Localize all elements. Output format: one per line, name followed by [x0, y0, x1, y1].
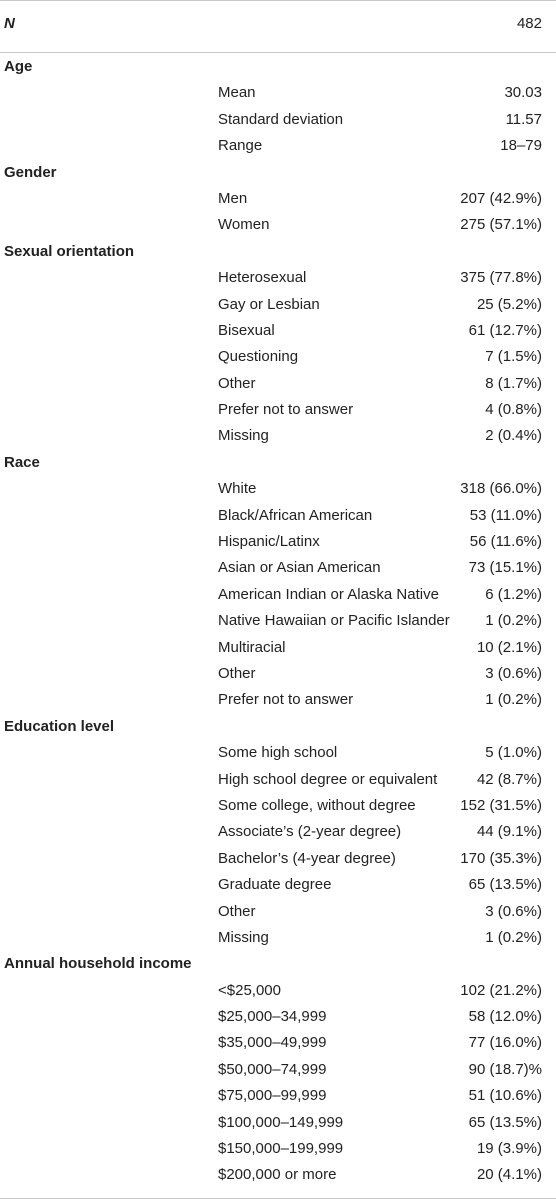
- table-row: [0, 846, 556, 872]
- row-value: 102 (21.2%): [460, 981, 542, 999]
- row-label: Questioning: [218, 348, 299, 366]
- table-row: [0, 186, 556, 212]
- row-label: High school degree or equivalent: [218, 770, 438, 788]
- table-row: [0, 1136, 556, 1162]
- table-row: [0, 265, 556, 291]
- row-label: $25,000–34,999: [218, 1008, 327, 1026]
- row-value: 19 (3.9%): [476, 1140, 542, 1158]
- row-value: 73 (15.1%): [468, 559, 542, 577]
- row-value: 90 (18.7)%: [468, 1060, 542, 1078]
- row-label: Other: [218, 664, 256, 682]
- table-row: [0, 1162, 556, 1188]
- table-row: [0, 687, 556, 713]
- row-label: $35,000–49,999: [218, 1034, 327, 1052]
- row-value: 7 (1.5%): [485, 348, 542, 366]
- row-value: 6 (1.2%): [485, 585, 542, 603]
- table-row: [0, 740, 556, 766]
- row-label: <$25,000: [218, 981, 281, 999]
- row-value: 56 (11.6%): [469, 533, 542, 551]
- section-header-row: [0, 714, 556, 740]
- row-value: 65 (13.5%): [468, 1113, 542, 1131]
- row-value: 1 (0.2%): [485, 928, 542, 946]
- row-label: Mean: [218, 84, 256, 102]
- table-row: [0, 899, 556, 925]
- table-row: [0, 1004, 556, 1030]
- row-value: 170 (35.3%): [460, 849, 542, 867]
- row-value: 318 (66.0%): [460, 480, 542, 498]
- row-value: 53 (11.0%): [469, 506, 542, 524]
- table-row: [0, 423, 556, 449]
- row-label: Range: [218, 137, 263, 155]
- section-header-row: [0, 239, 556, 265]
- header-rule: [0, 52, 556, 53]
- table-row: [0, 608, 556, 634]
- row-label: American Indian or Alaska Native: [218, 585, 439, 603]
- section-title: Sexual orientation: [4, 242, 135, 260]
- row-value: 77 (16.0%): [468, 1034, 542, 1052]
- row-label: Missing: [218, 427, 269, 445]
- row-value: 1 (0.2%): [485, 612, 542, 630]
- section-header-row: [0, 160, 556, 186]
- row-value: 3 (0.6%): [485, 664, 542, 682]
- row-label: Prefer not to answer: [218, 401, 354, 419]
- row-label: Men: [218, 189, 248, 207]
- row-value: 42 (8.7%): [476, 770, 542, 788]
- table-row: [0, 978, 556, 1004]
- row-label: Some college, without degree: [218, 796, 416, 814]
- row-label: Hispanic/Latinx: [218, 533, 320, 551]
- section-header-row: [0, 951, 556, 977]
- table-row: [0, 1083, 556, 1109]
- row-value: 44 (9.1%): [476, 823, 542, 841]
- table-row: [0, 80, 556, 106]
- table-row: [0, 133, 556, 159]
- section-title: Race: [4, 453, 40, 471]
- table-row: [0, 635, 556, 661]
- row-label: Black/African American: [218, 506, 373, 524]
- table-row: [0, 767, 556, 793]
- row-value: 275 (57.1%): [460, 216, 542, 234]
- table-row: [0, 476, 556, 502]
- row-label: Native Hawaiian or Pacific Islander: [218, 612, 450, 630]
- table-row: [0, 925, 556, 951]
- row-label: Some high school: [218, 744, 338, 762]
- row-label: $150,000–199,999: [218, 1140, 344, 1158]
- row-label: $100,000–149,999: [218, 1113, 344, 1131]
- row-value: 25 (5.2%): [476, 295, 542, 313]
- table-row: [0, 503, 556, 529]
- row-label: Gay or Lesbian: [218, 295, 320, 313]
- row-label: $200,000 or more: [218, 1166, 337, 1184]
- row-label: Heterosexual: [218, 269, 307, 287]
- row-value: 51 (10.6%): [468, 1087, 542, 1105]
- table-row: [0, 661, 556, 687]
- table-row: [0, 318, 556, 344]
- row-value: 65 (13.5%): [468, 876, 542, 894]
- row-value: 10 (2.1%): [476, 638, 542, 656]
- table-row: [0, 212, 556, 238]
- row-value: 61 (12.7%): [468, 321, 542, 339]
- row-label: Missing: [218, 928, 269, 946]
- row-label: Bachelor’s (4-year degree): [218, 849, 396, 867]
- row-value: 3 (0.6%): [485, 902, 542, 920]
- table-row: [0, 107, 556, 133]
- row-value: 11.57: [505, 110, 542, 128]
- row-label: Other: [218, 902, 256, 920]
- row-value: 20 (4.1%): [476, 1166, 542, 1184]
- table-row: [0, 292, 556, 318]
- row-label: Asian or Asian American: [218, 559, 381, 577]
- sample-size-value: 482: [516, 15, 542, 32]
- table-row: [0, 344, 556, 370]
- row-label: $50,000–74,999: [218, 1060, 327, 1078]
- row-label: Other: [218, 374, 256, 392]
- table-row: [0, 1030, 556, 1056]
- row-value: 1 (0.2%): [485, 691, 542, 709]
- row-value: 30.03: [504, 84, 542, 102]
- row-label: White: [218, 480, 257, 498]
- table-row: [0, 371, 556, 397]
- row-value: 5 (1.0%): [485, 744, 542, 762]
- section-title: Education level: [4, 717, 115, 735]
- section-title: Annual household income: [4, 955, 192, 973]
- row-label: Graduate degree: [218, 876, 332, 894]
- section-header-row: [0, 450, 556, 476]
- row-value: 8 (1.7%): [485, 374, 542, 392]
- section-title: Age: [4, 58, 33, 75]
- row-label: Prefer not to answer: [218, 691, 354, 709]
- table-row: [0, 529, 556, 555]
- row-label: Multiracial: [218, 638, 286, 656]
- row-label: $75,000–99,999: [218, 1087, 327, 1105]
- table-row: [0, 582, 556, 608]
- row-value: 58 (12.0%): [468, 1008, 542, 1026]
- row-label: Bisexual: [218, 321, 275, 339]
- section-header-row: [0, 54, 556, 80]
- table-top-rule: [0, 0, 556, 1]
- row-value: 152 (31.5%): [460, 796, 542, 814]
- row-value: 375 (77.8%): [460, 269, 542, 287]
- table-row: [0, 1110, 556, 1136]
- table-row: [0, 397, 556, 423]
- row-label: Associate’s (2-year degree): [218, 823, 402, 841]
- row-value: 2 (0.4%): [485, 427, 542, 445]
- table-body: [0, 54, 556, 1189]
- row-label: Standard deviation: [218, 110, 344, 128]
- row-value: 4 (0.8%): [485, 401, 542, 419]
- table-row: [0, 793, 556, 819]
- row-value: 207 (42.9%): [460, 189, 542, 207]
- table-row: [0, 819, 556, 845]
- table-row: [0, 555, 556, 581]
- row-label: Women: [218, 216, 270, 234]
- sample-size-label: N: [4, 15, 15, 32]
- table-row: [0, 1057, 556, 1083]
- row-value: 18–79: [500, 137, 542, 155]
- section-title: Gender: [4, 163, 57, 181]
- table-row: [0, 872, 556, 898]
